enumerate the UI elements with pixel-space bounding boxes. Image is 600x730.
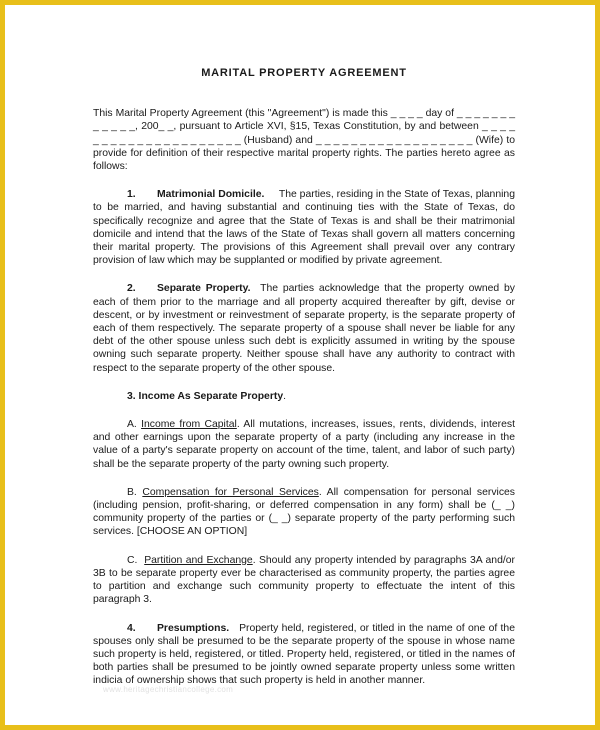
section-3b	[93, 486, 515, 539]
section-3c-term: Partition and Exchange	[144, 554, 253, 566]
section-3b-term: Compensation for Personal Services	[142, 486, 319, 498]
section-2-body: The parties acknowledge that the property owned by each of them prior to the marriage and all property acquired thereafter by gift, devise or descent, or by investment or reinvestment of separate property, is the separate property of each of them respectively. The separate property of a spouse shall never be liable for any debt of the other spouse unless such debt is explicitly assumed in writing by the spouse owning such separate property. Neither spouse shall have any authority to contract with respect to the separate property of the other spouse.	[93, 283, 515, 374]
section-2-heading: Separate Property.	[157, 283, 251, 295]
section-3a-label: A.	[127, 419, 137, 431]
section-1-number: 1.	[127, 189, 136, 201]
section-4	[93, 622, 515, 688]
section-2	[93, 282, 515, 374]
section-4-number: 4.	[127, 622, 136, 634]
section-3a	[93, 418, 515, 471]
section-3-heading: 3. Income As Separate Property	[127, 390, 284, 402]
section-3-period: .	[283, 390, 287, 402]
section-3b-body: . All compensation for personal services (including pension, profit-sharing, or deferred compensation in any form) shall be (_ _) community property of the parties or (_ _) separate property of the party performing such services. [CHOOSE AN OPTION]	[93, 486, 516, 538]
section-1-heading: Matrimonial Domicile.	[157, 189, 265, 201]
section-4-heading: Presumptions.	[157, 622, 230, 634]
section-1-body: The parties, residing in the State of Texas, planning to be married, and having substantial and continuing ties with the State of Texas, do specifically recognize and agree that the State of Texas is and shall be their matrimonial domicile and intend that the laws of the State of Texas shall govern all matters concerning their marital property. The provisions of this Agreement shall prevail over any contrary provision of law which may be supplanted or modified by private agreement.	[93, 189, 515, 267]
section-3b-label: B.	[127, 486, 137, 498]
section-3a-body: . All mutations, increases, issues, rents, dividends, interest and other earnings upon the separate property of a party (including any increase in the value of a party's separate property on account of the time, talent, and labor of such party) shall be the separate property of the party owning such property.	[93, 419, 515, 470]
section-3c-body: . Should any property intended by paragraphs 3A and/or 3B to be separate property ever be characterised as community property, the parties agree to partition and exchange such community property to effectuate the intent of this paragraph 3.	[93, 554, 515, 606]
section-2-number: 2.	[127, 283, 136, 295]
document-title: MARITAL PROPERTY AGREEMENT	[201, 67, 407, 79]
watermark-text: www.heritagechristiancollege.com	[103, 685, 234, 694]
document-page	[5, 5, 595, 725]
section-3c-label: C.	[127, 554, 138, 566]
section-3c	[93, 554, 515, 607]
intro-paragraph: This Marital Property Agreement (this "Agreement") is made this _ _ _ _ day of _ _ _ _ _ _ _ _ _ _ _ _, 200_ _, pursuant to Article XVI, §15, Texas Constitution, by and between _ _ _ _ _ _ _ _ _ _ _ _ _ _ _ _ _ _ _ _ _ (Husband) and _ _ _ _ _ _ _ _ _ _ _ _ _ _ _ _ _ _ (Wife) to provide for definition of their respective marital property rights. The parties hereto agree as follows:	[93, 108, 515, 173]
section-3a-term: Income from Capital	[141, 419, 237, 431]
section-3-heading-line	[127, 390, 515, 403]
section-4-body: Property held, registered, or titled in the name of one of the spouses only shall be presumed to be the separate property of the spouse in whose name such property is held, registered, or titled. Property held, registered, or titled in the names of both parties shall be presumed to be jointly owned separate property unless some written indicia of ownership shows that such property is held in another manner.	[93, 622, 515, 687]
section-1	[93, 188, 515, 267]
